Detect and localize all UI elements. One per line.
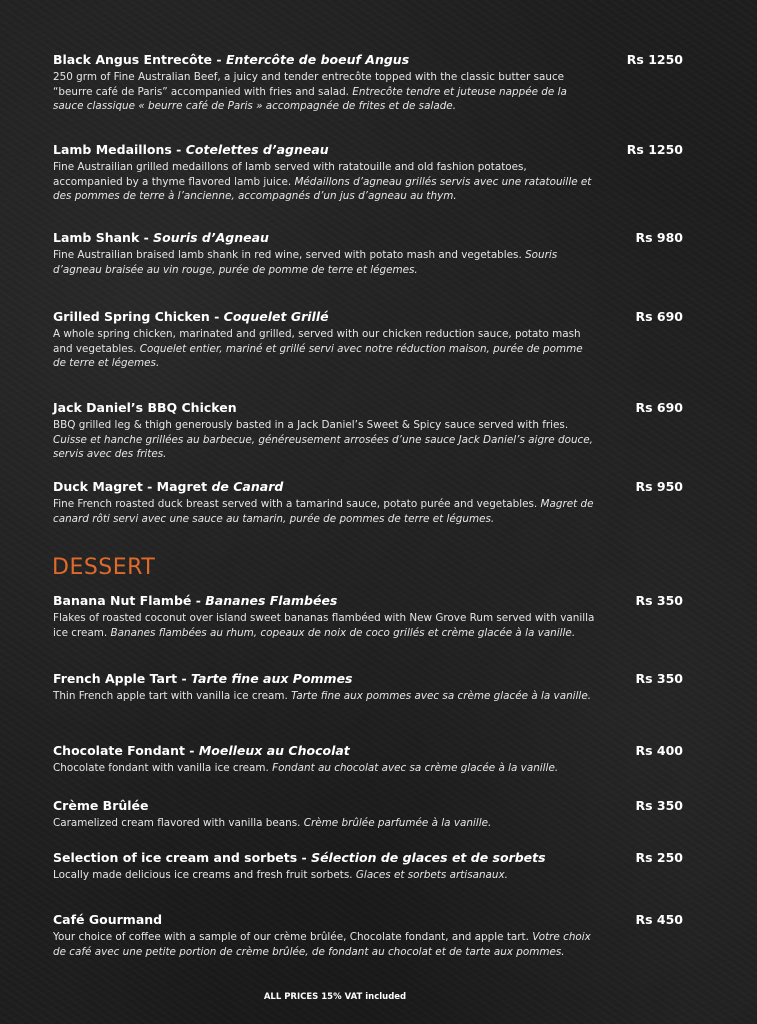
item-price: Rs 350 bbox=[635, 593, 683, 608]
item-title: Selection of ice cream and sorbets - Sélection de glaces et de sorbets bbox=[53, 850, 546, 865]
menu-item-cafe-gourmand bbox=[53, 912, 683, 959]
menu-item-duck-magret bbox=[53, 479, 683, 526]
item-description: Fine Austrailian braised lamb shank in red wine, served with potato mash and vegetables. Souris d’agneau braisée au vin rouge, purée de pomme de terre et légemes. bbox=[53, 249, 558, 276]
item-title: Banana Nut Flambé - Bananes Flambées bbox=[53, 593, 338, 608]
item-price: Rs 350 bbox=[635, 798, 683, 813]
item-title: Lamb Medaillons - Cotelettes d’agneau bbox=[53, 142, 329, 157]
item-title: Jack Daniel’s BBQ Chicken bbox=[53, 400, 237, 415]
item-title: French Apple Tart - Tarte fine aux Pommes bbox=[53, 671, 353, 686]
item-price: Rs 950 bbox=[635, 479, 683, 494]
item-description: Fine French roasted duck breast served with a tamarind sauce, potato purée and vegetables. Magret de canard rôti servi avec une sauce au tamarin, purée de pommes de terre et légumes. bbox=[53, 498, 594, 525]
section-heading-dessert: DESSERT bbox=[52, 555, 156, 580]
item-price: Rs 450 bbox=[635, 912, 683, 927]
item-title: Duck Magret - Magret de Canard bbox=[53, 479, 284, 494]
item-title: Chocolate Fondant - Moelleux au Chocolat bbox=[53, 743, 350, 758]
menu-item-bbq-chicken bbox=[53, 400, 683, 462]
item-description: Chocolate fondant with vanilla ice cream. Fondant au chocolat avec sa crème glacée à la vanille. bbox=[53, 762, 559, 774]
item-description: A whole spring chicken, marinated and grilled, served with our chicken reduction sauce, potato mash and vegetables. Coquelet entier, mariné et grillé servi avec notre réduction maison, purée de pomme de terre et légemes. bbox=[53, 328, 583, 370]
menu-item-spring-chicken bbox=[53, 309, 683, 371]
menu-item-black-angus bbox=[53, 52, 683, 114]
item-title: Grilled Spring Chicken - Coquelet Grillé bbox=[53, 309, 329, 324]
item-description: BBQ grilled leg & thigh generously basted in a Jack Daniel’s Sweet & Spicy sauce served with fries. Cuisse et hanche grillées au barbecue, généreusement arrosées d’une sauce Jack Daniel’s aigre douce, servis avec des frites. bbox=[53, 419, 593, 461]
item-title: Café Gourmand bbox=[53, 912, 163, 927]
item-description: Flakes of roasted coconut over island sweet bananas flambéed with New Grove Rum served with vanilla ice cream. Bananes flambées au rhum, copeaux de noix de coco grillés et crème glacée à la vanille. bbox=[53, 612, 595, 639]
item-price: Rs 250 bbox=[635, 850, 683, 865]
menu-item-banana-flambe bbox=[53, 593, 683, 640]
menu-item-ice-cream-sorbets bbox=[53, 850, 683, 883]
item-description: 250 grm of Fine Australian Beef, a juicy and tender entrecôte topped with the classic butter sauce “beurre café de Paris” accompanied with fries and salad. Entrecôte tendre et juteuse nappée de la sauce classique « beurre café de Paris » accompagnée de frites et de salade. bbox=[53, 71, 567, 113]
item-price: Rs 350 bbox=[635, 671, 683, 686]
item-price: Rs 400 bbox=[635, 743, 683, 758]
item-description: Caramelized cream flavored with vanilla beans. Crème brûlée parfumée à la vanille. bbox=[53, 817, 492, 829]
item-description: Thin French apple tart with vanilla ice cream. Tarte fine aux pommes avec sa crème glacée à la vanille. bbox=[53, 690, 592, 702]
menu-item-lamb-medaillons bbox=[53, 142, 683, 204]
menu-item-chocolate-fondant bbox=[53, 743, 683, 776]
item-title: Lamb Shank - Souris d’Agneau bbox=[53, 230, 269, 245]
item-description: Locally made delicious ice creams and fresh fruit sorbets. Glaces et sorbets artisanaux. bbox=[53, 869, 508, 881]
item-description: Fine Austrailian grilled medaillons of lamb served with ratatouille and old fashion potatoes, accompanied by a thyme flavored lamb juice. Médaillons d’agneau grillés servis avec une ratatouille et des pommes de terre à l’ancienne, accompagnés d’un jus d’agneau au thym. bbox=[53, 161, 592, 203]
menu-item-lamb-shank bbox=[53, 230, 683, 277]
item-title: Black Angus Entrecôte - Entercôte de boeuf Angus bbox=[53, 52, 410, 67]
menu-item-apple-tart bbox=[53, 671, 683, 704]
item-price: Rs 1250 bbox=[626, 52, 683, 67]
item-price: Rs 690 bbox=[635, 309, 683, 324]
item-title: Crème Brûlée bbox=[53, 798, 149, 813]
vat-footnote: ALL PRICES 15% VAT included bbox=[263, 992, 407, 1002]
menu-item-creme-brulee bbox=[53, 798, 683, 831]
item-description: Your choice of coffee with a sample of our crème brûlée, Chocolate fondant, and apple tart. Votre choix de café avec une petite portion de crème brûlée, de fondant au chocolat et de tarte aux pommes. bbox=[53, 931, 591, 958]
item-price: Rs 1250 bbox=[626, 142, 683, 157]
item-price: Rs 980 bbox=[635, 230, 683, 245]
item-price: Rs 690 bbox=[635, 400, 683, 415]
